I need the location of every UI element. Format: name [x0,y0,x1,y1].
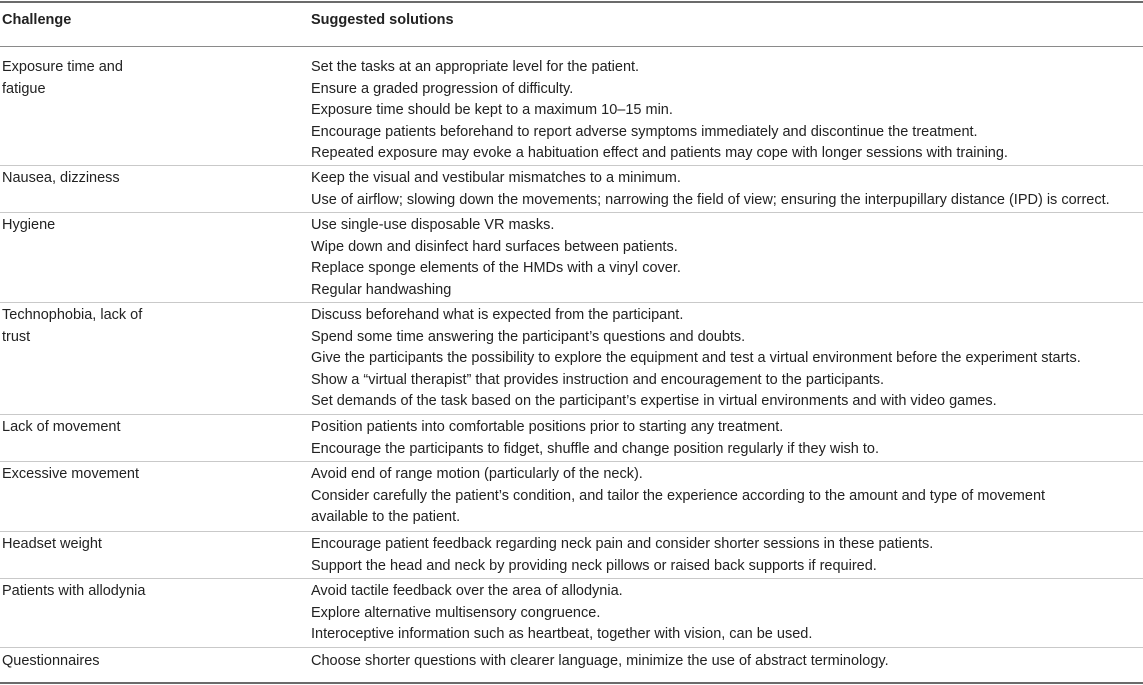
solution-line: available to the patient. [311,509,461,525]
solution-line: Consider carefully the patient’s condition, and tailor the experience according to the amount and type of movement [311,487,1046,504]
header-rule [0,46,1143,47]
challenge-cell: Headset weight [2,536,102,552]
solution-line: Encourage the participants to fidget, shuffle and change position regularly if they wish to. [311,440,879,457]
solutions-cell [311,417,1141,460]
solution-line: Avoid tactile feedback over the area of allodynia. [311,583,623,599]
challenge-cell: Technophobia, lack of trust [2,307,143,345]
solutions-cell [311,57,1141,165]
solutions-cell [311,464,1141,529]
row-divider [0,531,1143,532]
solution-line: Show a “virtual therapist” that provides instruction and encouragement to the participants. [311,371,885,388]
row-divider [0,578,1143,579]
challenge-cell: Hygiene [2,217,56,233]
row-divider [0,165,1143,166]
solution-line: Set demands of the task based on the participant’s expertise in virtual environments and with video games. [311,393,997,409]
row-divider [0,212,1143,213]
solution-line: Discuss beforehand what is expected from the participant. [311,307,684,323]
solution-line: Ensure a graded progression of difficulty. [311,80,574,97]
challenge-cell: Nausea, dizziness [2,170,120,186]
solutions-cell [311,651,1141,673]
challenge-cell: Patients with allodynia [2,583,146,599]
solutions-cell [311,534,1141,577]
challenge-cell: Questionnaires [2,653,100,669]
bottom-rule [0,682,1143,684]
solution-line: Use single-use disposable VR masks. [311,217,555,233]
solution-line: Set the tasks at an appropriate level for the patient. [311,59,640,75]
row-divider [0,414,1143,415]
solutions-cell [311,305,1141,413]
solution-line: Choose shorter questions with clearer language, minimize the use of abstract terminology. [311,653,889,669]
row-divider [0,647,1143,648]
header-solutions: Suggested solutions [311,12,454,28]
solution-line: Position patients into comfortable positions prior to starting any treatment. [311,419,784,435]
solutions-cell [311,215,1141,301]
solution-line: Wipe down and disinfect hard surfaces between patients. [311,238,678,255]
header-challenge: Challenge [2,12,72,28]
solution-line: Give the participants the possibility to explore the equipment and test a virtual environment before the experiment starts. [311,350,1081,366]
challenge-cell: Excessive movement [2,466,139,482]
solution-line: Replace sponge elements of the HMDs with a vinyl cover. [311,260,681,276]
solution-line: Keep the visual and vestibular mismatches to a minimum. [311,170,681,186]
solution-line: Spend some time answering the participant’s questions and doubts. [311,328,746,345]
row-divider [0,302,1143,303]
row-divider [0,461,1143,462]
solution-line: Encourage patient feedback regarding neck pain and consider shorter sessions in these patients. [311,536,934,552]
solutions-cell [311,581,1141,646]
solution-line: Explore alternative multisensory congruence. [311,604,601,621]
solution-line: Exposure time should be kept to a maximum 10–15 min. [311,102,673,118]
solution-line: Encourage patients beforehand to report adverse symptoms immediately and discontinue the treatment. [311,123,978,140]
challenge-cell: Exposure time and fatigue [2,59,123,97]
solution-line: Support the head and neck by providing neck pillows or raised back supports if required. [311,557,877,574]
challenge-cell: Lack of movement [2,419,121,435]
solution-line: Interoceptive information such as heartbeat, together with vision, can be used. [311,626,813,642]
top-rule [0,1,1143,3]
solution-line: Regular handwashing [311,281,452,298]
solution-line: Avoid end of range motion (particularly of the neck). [311,466,643,482]
solutions-cell [311,168,1141,211]
solution-line: Repeated exposure may evoke a habituation effect and patients may cope with longer sessions with training. [311,145,1008,161]
solution-line: Use of airflow; slowing down the movements; narrowing the field of view; ensuring the interpupillary distance (IPD) is correct. [311,191,1110,208]
